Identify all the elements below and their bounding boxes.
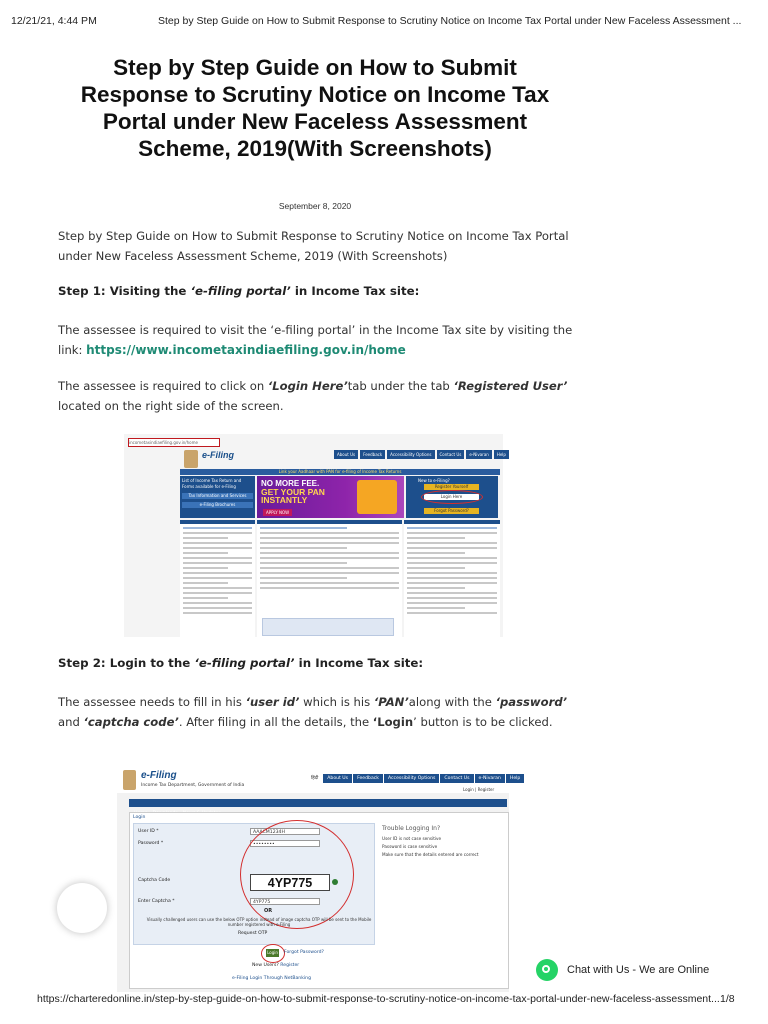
efiling-portal-link[interactable]: https://www.incometaxindiaefiling.gov.in/home: [86, 343, 406, 357]
intro-paragraph: Step by Step Guide on How to Submit Response to Scrutiny Notice on Income Tax Portal under New Faceless Assessment Scheme, 2019 (With Screenshots): [58, 229, 569, 263]
captcha-highlight: [240, 820, 354, 929]
login-instruction-paragraph: The assessee is required to click on ‘Login Here’tab under the tab ‘Registered User’ located on the right side of the screen.: [58, 379, 568, 413]
captcha-field: 4YP775: [250, 898, 320, 905]
efiling-logo: e-Filing: [184, 450, 274, 468]
portal-menu-bar: [129, 799, 507, 807]
password-field: ••••••••: [250, 840, 320, 847]
browser-url-bar: incometaxindiaefiling.gov.in/home: [128, 438, 220, 447]
efiling-login-screenshot: [117, 767, 521, 992]
emblem-icon: [184, 450, 198, 468]
whatsapp-icon: [536, 959, 558, 981]
step-1-heading: Step 1: Visiting the ‘e-filing portal’ in Income Tax site:: [58, 284, 420, 298]
portal-notice: [262, 618, 394, 636]
portal-content-columns: [180, 520, 500, 635]
efiling-home-screenshot: [124, 434, 506, 637]
step-1-paragraph: The assessee is required to visit the ‘e-filing portal’ in the Income Tax site by visiting the link: https://www.incometaxindiaefiling.gov.in/home: [58, 323, 573, 357]
whatsapp-chat-widget[interactable]: [536, 958, 709, 982]
login-here-highlight: [421, 490, 483, 504]
emblem-icon: [123, 770, 136, 790]
chat-label: Chat with Us - We are Online: [567, 964, 710, 976]
captcha-image: 4YP775: [250, 874, 330, 891]
login-button: Login: [267, 950, 278, 955]
user-id-field: AAACM1234H: [250, 828, 320, 835]
portal-top-nav: हिंदी About Us Feedback Accessibility Options Contact Us e-Nivaran Help: [307, 774, 524, 783]
login-form: User ID * AAACM1234H Password * •••••••• Captcha Code 4YP775 Enter Captcha * 4YP775 OR Visually challenged users can use the below OTP option instead of image captcha OTP will be sent to the Mobile number registered with e-Filing Request OTP Login Forgot Password? New Users? Register e-Filing Login Through NetBanking: [133, 823, 375, 945]
instant-pan-banner: NO MORE FEE. GET YOUR PAN INSTANTLY APPLY NOW: [257, 476, 404, 518]
portal-left-box: List of Income Tax Return and Forms available for e-Filing Tax Information and Services e-Filing Brochures: [180, 476, 255, 518]
floating-action-button[interactable]: [57, 883, 107, 933]
login-highlight: [261, 944, 285, 963]
print-header: [0, 0, 768, 27]
portal-header: e-Filing Income Tax Department, Government of India हिंदी About Us Feedback Accessibility Options Contact Us e-Nivaran Help Login | Register: [117, 767, 509, 793]
step-2-heading: Step 2: Login to the ‘e-filing portal’ in Income Tax site:: [58, 656, 424, 670]
page-number: 1/8: [720, 993, 735, 1005]
step-2-paragraph: The assessee needs to fill in his ‘user id’ which is his ‘PAN’along with the ‘password’ and ‘captcha code’. After filing in all the details, the ‘Login’ button is to be clicked.: [58, 695, 568, 729]
print-doc-title: Step by Step Guide on How to Submit Response to Scrutiny Notice on Income Tax Portal under New Faceless Assessment ...: [158, 15, 742, 27]
print-datetime: 12/21/21, 4:44 PM: [11, 15, 97, 27]
portal-ticker: Link your Aadhaar with PAN for e-filing of Income Tax Returns: [180, 469, 500, 475]
banner-image: [357, 480, 397, 514]
trouble-logging-in: Trouble Logging In? User ID is not case sensitive Password is case sensitive Make sure that the details entered are correct: [382, 825, 479, 857]
print-url: https://charteredonline.in/step-by-step-guide-on-how-to-submit-response-to-scrutiny-notice-on-income-tax-portal-under-new-faceless-assessment...: [37, 993, 720, 1005]
article-title: Step by Step Guide on How to Submit Response to Scrutiny Notice on Income Tax Portal under New Faceless Assessment Scheme, 2019(With Screenshots): [80, 55, 550, 161]
portal-top-nav: About Us Feedback Accessibility Options Contact Us e-Nivaran Help: [334, 450, 502, 459]
login-panel: Login User ID * AAACM1234H Password * •••••••• Captcha Code 4YP775 Enter Captcha * 4YP775 OR Visually challenged users can use the below OTP option instead of image captcha OTP will be sent to the Mobile number registered with e-Filing Request OTP Login Forgot Password? New Users? Register e-Filing Login Through NetBanking Trouble Logging In? User ID is not case sensitive Password is case sensitive Make sure that the details entered are correct: [129, 812, 509, 989]
registered-user-box: New to e-Filing? Register Yourself Login Here Forgot Password?: [406, 476, 498, 518]
article-date: September 8, 2020: [278, 201, 352, 211]
print-footer: [0, 993, 768, 1013]
